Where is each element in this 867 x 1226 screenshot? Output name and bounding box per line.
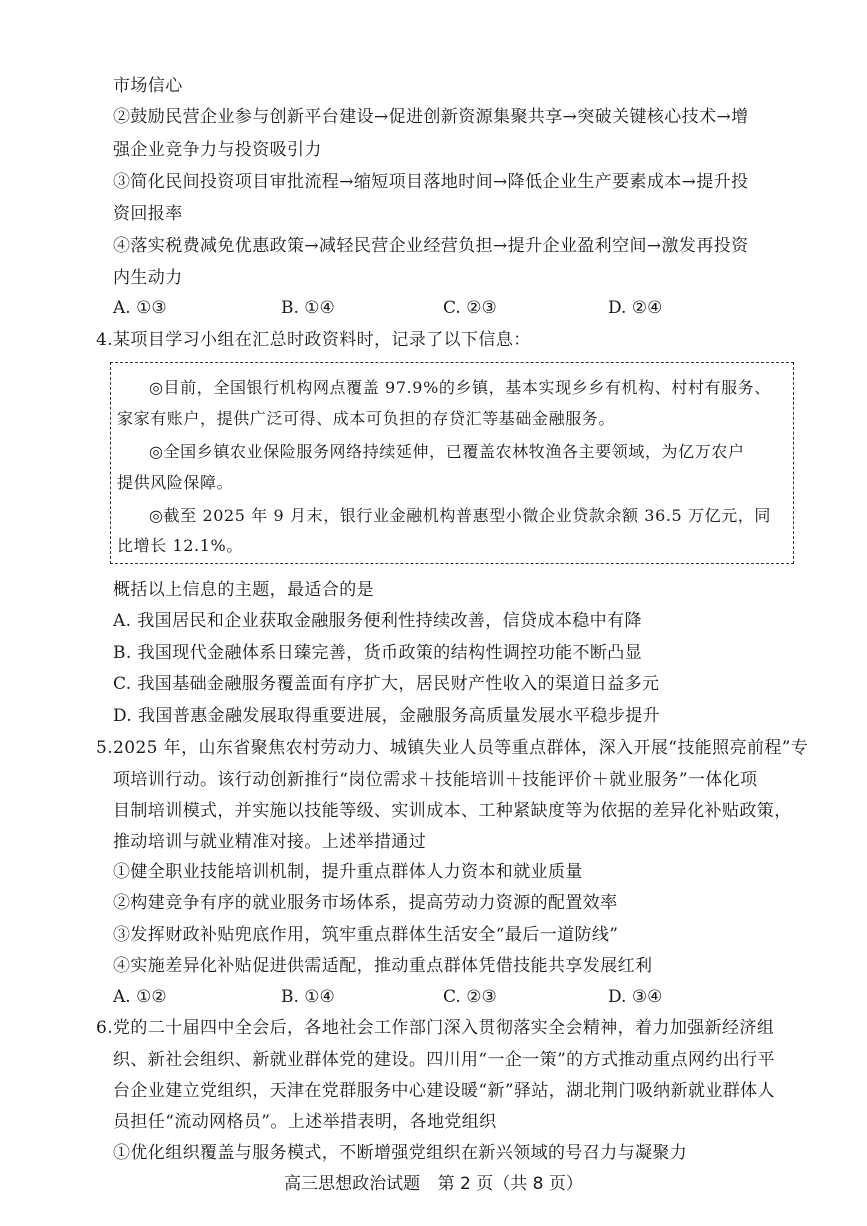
q4-box-item1-line2: 家家有账户，提供广泛可得、成本可负担的存贷汇等基础金融服务。	[117, 409, 616, 428]
q5-item-1: ①健全职业技能培训机制，提升重点群体人力资本和就业质量	[113, 862, 583, 882]
q4-choice-c: C. 我国基础金融服务覆盖面有序扩大，居民财产性收入的渠道日益多元	[113, 674, 660, 694]
q5-stem-line4: 推动培训与就业精准对接。上述举措通过	[113, 832, 427, 852]
q3-option4-line2: 内生动力	[113, 268, 183, 288]
q5-choice-c: C. ②③	[443, 987, 497, 1007]
q5-choice-a: A. ①②	[113, 987, 167, 1007]
q5-stem-line3: 目制培训模式，并实施以技能等级、实训成本、工种紧缺度等为依据的差异化补贴政策，	[113, 801, 792, 821]
q3-option4-line1: ④落实税费减免优惠政策→减轻民营企业经营负担→提升企业盈利空间→激发再投资	[113, 236, 749, 256]
q5-item-4: ④实施差异化补贴促进供需适配，推动重点群体凭借技能共享发展红利	[113, 956, 653, 976]
q5-choice-d: D. ③④	[608, 987, 663, 1007]
q3-choice-b: B. ①④	[281, 298, 335, 318]
q4-stem: 4.某项目学习小组在汇总时政资料时，记录了以下信息：	[96, 330, 531, 350]
footer-exam-title: 高三思想政治试题	[284, 1174, 421, 1194]
q5-item-2: ②构建竞争有序的就业服务市场体系，提高劳动力资源的配置效率	[113, 893, 618, 913]
q4-box-item2-line1: ◎全国乡镇农业保险服务网络持续延伸，已覆盖农林牧渔各主要领域，为亿万农户	[149, 442, 745, 461]
q3-option1-tail: 市场信心	[113, 76, 183, 96]
q3-option2-line2: 强企业竞争力与投资吸引力	[113, 140, 322, 160]
page-footer	[0, 1174, 867, 1194]
q3-choice-c: C. ②③	[443, 298, 497, 318]
q6-stem-line1: 6.党的二十届四中全会后，各地社会工作部门深入贯彻落实全会精神，着力加强新经济组	[96, 1018, 775, 1038]
q4-box-item3-line2: 比增长 12.1%。	[117, 536, 243, 555]
q3-choice-d: D. ②④	[608, 298, 663, 318]
q5-item-3: ③发挥财政补贴兜底作用，筑牢重点群体生活安全“最后一道防线”	[113, 925, 619, 945]
q4-box-item1-line1: ◎目前，全国银行机构网点覆盖 97.9%的乡镇，基本实现乡乡有机构、村村有服务、	[149, 378, 771, 397]
q5-stem-line2: 项培训行动。该行动创新推行“岗位需求＋技能培训＋技能评价＋就业服务”一体化项	[113, 770, 758, 790]
q4-box-item3-line1: ◎截至 2025 年 9 月末，银行业金融机构普惠型小微企业贷款余额 36.5 万亿元，同	[149, 506, 772, 525]
q3-option3-line2: 资回报率	[113, 204, 183, 224]
q3-option3-line1: ③简化民间投资项目审批流程→缩短项目落地时间→降低企业生产要素成本→提升投	[113, 172, 749, 192]
q4-choice-b: B. 我国现代金融体系日臻完善，货币政策的结构性调控功能不断凸显	[113, 643, 643, 663]
q6-stem-line4: 员担任“流动网格员”。上述举措表明，各地党组织	[113, 1112, 497, 1132]
q4-choice-d: D. 我国普惠金融发展取得重要进展，金融服务高质量发展水平稳步提升	[113, 706, 661, 726]
q6-stem-line2: 织、新社会组织、新就业群体党的建设。四川用“一企一策”的方式推动重点网约出行平	[113, 1050, 775, 1070]
q4-question: 概括以上信息的主题，最适合的是	[113, 580, 374, 600]
q6-stem-line3: 台企业建立党组织，天津在党群服务中心建设暖“新”驿站，湖北荆门吸纳新就业群体人	[113, 1081, 775, 1101]
q4-info-box	[110, 362, 794, 564]
footer-page-number: 第 2 页（共 8 页）	[437, 1174, 583, 1194]
q3-option2-line1: ②鼓励民营企业参与创新平台建设→促进创新资源集聚共享→突破关键核心技术→增	[113, 107, 749, 127]
q6-item-1: ①优化组织覆盖与服务模式，不断增强党组织在新兴领域的号召力与凝聚力	[113, 1143, 688, 1163]
q4-box-item2-line2: 提供风险保障。	[117, 473, 234, 492]
q3-choice-a: A. ①③	[113, 298, 167, 318]
q5-stem-line1: 5.2025 年，山东省聚焦农村劳动力、城镇失业人员等重点群体，深入开展“技能照亮前程”专	[96, 738, 809, 758]
q4-choice-a: A. 我国居民和企业获取金融服务便利性持续改善，信贷成本稳中有降	[113, 611, 642, 631]
q5-choice-b: B. ①④	[281, 987, 335, 1007]
